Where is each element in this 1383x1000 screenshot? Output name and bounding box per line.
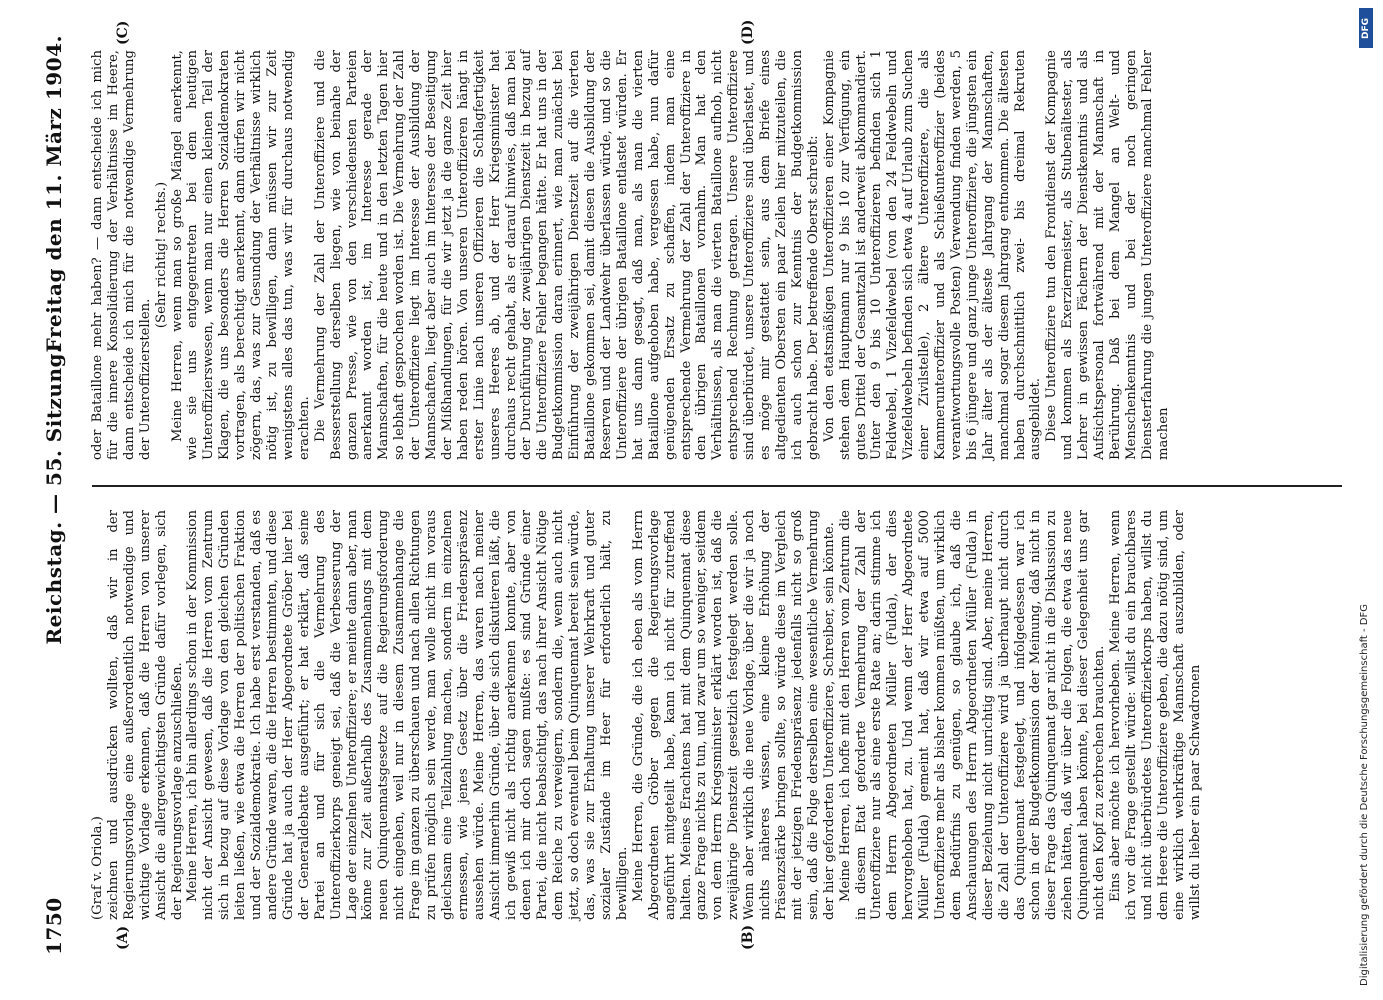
quoted-paragraph: Diese Unteroffiziere tun den Frontdienst der Kompagnie und kommen als Exerziermeister, als Stubenältester, als Lehrer in gewissen Fächern der Dienstkenntnis und als Aufsichtspersonal fortwährend mit der Mannschaft in Berührung. Daß bei dem Mangel an Welt- und Menschenkenntnis und bei der noch geringen Diensterfahrung die jungen Unteroffiziere manchmal Fehler machen: [1044, 50, 1171, 460]
column-divider: [92, 485, 1342, 487]
interjection: (Sehr richtig! rechts.): [153, 181, 169, 329]
paragraph: Meine Herren, ich hoffe mit den Herren vom Zentrum die in diesem Etat geforderte Vermehrung der Zahl der Unteroffiziere nur als eine erste Rate an; darin stimme ich dem Herrn Abgeordneten Müller (Fulda), der dies hervorgehoben hat, zu. Und wenn der Herr Abgeordnete Müller (Fulda) gemeint hat, daß wir etwa auf 5000 Unteroffiziere mehr als bisher kommen müßten, um wirklich dem Bedürfnis zu genügen, so glaube ich, daß die Anschauungen des Herrn Abgeordneten Müller (Fulda) in dieser Beziehung nicht unrichtig sind. Aber, meine Herren, die Zahl der Unteroffiziere wird ja überhaupt nicht durch das Quinquennat festgelegt, und infolgedessen war ich schon in der Budgetkommission der Meinung, daß nicht in dieser Frage das Quinquennat gar nicht in die Diskussion zu ziehen hätten, daß wir über die Folgen, die etwa das neue Quinquennat haben könnte, bei dieser Gelegenheit uns gar nicht den Kopf zu zerbrechen brauchten.: [837, 510, 1108, 920]
paragraph: Meine Herren, ich bin allerdings schon in der Kommission nicht der Ansicht gewesen, daß die Herren vom Zentrum sich in bezug auf diese Vorlage von den gleichen Gründen leiten ließen, wie etwa die Herren der politischen Fraktion und der Sozialdemokratie. Ich habe erst verstanden, daß es andere Gründe waren, die die Herren bestimmten, und diese Gründe hat ja auch der Herr Abgeordnete Gröber hier bei der Generaldebatte ausgeführt; er hat erklärt, daß seine Partei an und für sich die Vermehrung des Unteroffizierkorps geneigt sei, daß die Verbesserung der Lage der einzelnen Unteroffiziere; er meinte dann aber, man könne zur Zeit außerhalb des Zusammenhangs mit dem neuen Quinquennatsgesetze auf die Regierungsforderung nicht eingehen, weil nur in diesem Zusammenhange die Frage im ganzen zu überschauen und nach allen Richtungen zu prüfen möglich sein werde, man wolle nicht im voraus gleichsam eine Teilzahlung machen, sondern im einzelnen ermessen, wie jenes Gesetz über die Friedenspräsenz aussehen würde. Meine Herren, das waren nach meiner Ansicht immerhin Gründe, über die sich diskutieren läßt, die ich gewiß nicht als richtig anerkennen konnte, aber von denen ich mir doch sagen mußte: es sind Gründe einer Partei, die nicht beabsichtigt, das nach ihrer Ansicht Nötige dem Reiche zu verweigern, sondern die, wenn auch nicht jetzt, so doch eventuell beim Quinquennat bereit sein würde, das, was sie zur Erhaltung unserer Wehrkraft und guter sozialer Zustände im Heer für erforderlich hält, zu bewilligen.: [185, 510, 630, 920]
session-title: Reichstag. — 55. Sitzung.: [42, 345, 66, 645]
session-date: Freitag den 11. März 1904.: [42, 35, 66, 353]
right-column: [90, 50, 1172, 460]
margin-marker-b: (B): [740, 924, 756, 950]
paragraph: Eins aber möchte ich hervorheben. Meine Herren, wenn ich vor die Frage gestellt würde: willst du ein brauchbares und nicht überbürdetes Unteroffizierkorps haben, willst du dem Heere die Unteroffiziere geben, die dazu nötig sind, um eine wirklich wehrkräftige Mannschaft auszubilden, oder willst du lieber ein paar Schwadronen: [1108, 510, 1203, 920]
page-number: 1750: [42, 897, 66, 955]
quoted-paragraph: Von den etatsmäßigen Unteroffizieren einer Kompagnie stehen dem Hauptmann nur 9 bis 10 zur Verfügung, ein gutes Drittel der Gesamtzahl ist anderweit abkommandiert. Unter den 9 bis 10 Unteroffizieren befinden sich 1 Feldwebel, 1 Vizefeldwebel (von den 24 Feldwebeln und Vizefeldwebeln befinden sich etwa 4 auf Urlaub zum Suchen einer Zivilstelle), 2 ältere Unteroffiziere, die als Kammerunteroffizier und als Schießunteroffizier (beides verantwortungsvolle Posten) Verwendung finden werden, 5 bis 6 jüngere und ganz junge Unteroffiziere, die jüngsten ein Jahr älter als der älteste Jahrgang der Mannschaften, manchmal sogar diesem Jahrgang entnommen. Die ältesten haben durchschnittlich zwei- bis dreimal Rekruten ausgebildet.: [821, 50, 1044, 460]
speaker-label: (Graf v. Oriola.): [90, 816, 105, 920]
dfg-side-strip: [1355, 8, 1377, 993]
paragraph: Meine Herren, wenn man so große Mängel anerkennt, wie sie uns entgegentreten bei dem heutigen Unteroffizierswesen, wenn man nur einen kleinen Teil der Klagen, die uns besonders die Herren Sozialdemokraten vortragen, als berechtigt anerkennt, dann dürfen wir nicht zögern, das, was zur Gesundung der Verhältnisse wirklich nötig ist, zu bewilligen, dann müssen wir zur Zeit wenigstens alles das tun, was wir für durchaus notwendig erachten.: [169, 50, 312, 460]
left-column: [90, 510, 1203, 920]
dfg-funding-note: Digitalisierung gefördert durch die Deutsche Forschungsgemeinschaft - DFG: [1359, 603, 1370, 986]
page-header: [42, 35, 72, 955]
dfg-logo-icon: DFG: [1359, 8, 1373, 48]
margin-marker-a: (A): [115, 925, 131, 950]
paragraph: Die Vermehrung der Zahl der Unteroffiziere und die Besserstellung derselben liegen, wie von beinahe der ganzen Presse, wie von den verschiedensten Parteien anerkannt worden ist, im Interesse gerade der Mannschaften, für die heute und in den letzten Tagen hier so lebhaft gesprochen worden ist. Die Vermehrung der Zahl der Unteroffiziere liegt im Interesse der Ausbildung der Mannschaften, liegt aber auch im Interesse der Beseitigung der Mißhandlungen, für die wir jetzt ja die ganze Zeit hier haben reden hören. Von unseren Unteroffizieren hängt in erster Linie nach unseren Offizieren die Schlagfertigkeit unseres Heeres ab, und der Herr Kriegsminister hat durchaus recht gehabt, als er darauf hinwies, daß man bei der Durchführung der zweijährigen Dienstzeit in bezug auf die Unteroffiziere Fehler begangen hätte. Er hat uns in der Budgetkommission daran erinnert, wie man zunächst bei Einführung der zweijährigen Dienstzeit auf die vierten Bataillone gekommen sei, damit diesen die Ausbildung der Reserven und der Landwehr überlassen würde, und so die Unteroffiziere der übrigen Bataillone entlastet würden. Er hat uns dann gesagt, daß man, als man die vierten Bataillone aufgehoben habe, vergessen habe, nun dafür genügenden Ersatz zu schaffen, indem man eine entsprechende Vermehrung der Zahl der Unteroffiziere in den übrigen Bataillonen vornahm. Man hat den Verhältnissen, als man die vierten Bataillone aufhob, nicht entsprechend Rechnung getragen. Unsere Unteroffiziere sind überbürdet, unsere Unteroffiziere sind überlastet, und es möge mir gestattet sein, aus dem Briefe eines altgedienten Obersten ein paar Zeilen hier mitzuteilen, die ich auch schon zur Kenntnis der Budgetkommission gebracht habe. Der betreffende Oberst schreibt:: [312, 50, 821, 460]
paragraph: zeichnen und ausdrücken wollten, daß wir in der Regierungsvorlage eine außerordentlich notwendige und wichtige Vorlage erkennen, daß die Herren von unserer Ansicht die allergewichtigsten Gründe dafür vorlegen, sich der Regierungsvorlage anzuschließen.: [105, 510, 185, 920]
margin-marker-c: (C): [115, 20, 131, 45]
paragraph: oder Bataillone mehr haben? — dann entscheide ich mich für die innere Konsolidierung der Verhältnisse im Heere, dann entscheide ich mich für die notwendige Vermehrung der Unteroffizierstellen.: [90, 50, 153, 460]
margin-marker-d: (D): [740, 19, 756, 45]
paragraph: Meine Herren, die Gründe, die ich eben als vom Herrn Abgeordneten Gröber gegen die Regierungsvorlage angeführt mitgeteilt habe, kann ich nicht für zutreffend halten. Meines Erachtens hat mit dem Quinquennat diese ganze Frage nichts zu tun, und zwar um so weniger, seitdem von dem Herrn Kriegsminister erklärt worden ist, daß die zweijährige Dienstzeit gesetzlich festgelegt werden solle. Wenn aber wirklich die neue Vorlage, über die wir ja noch nichts näheres wissen, eine kleine Erhöhung der Präsenzstärke bringen sollte, so würde diese im Vergleich mit der jetzigen Friedenspräsenz jedenfalls nicht so groß sein, daß die Folge derselben eine wesentliche Vermehrung der hier geforderten Unteroffiziere, Schreiber, sein könnte.: [630, 510, 837, 920]
